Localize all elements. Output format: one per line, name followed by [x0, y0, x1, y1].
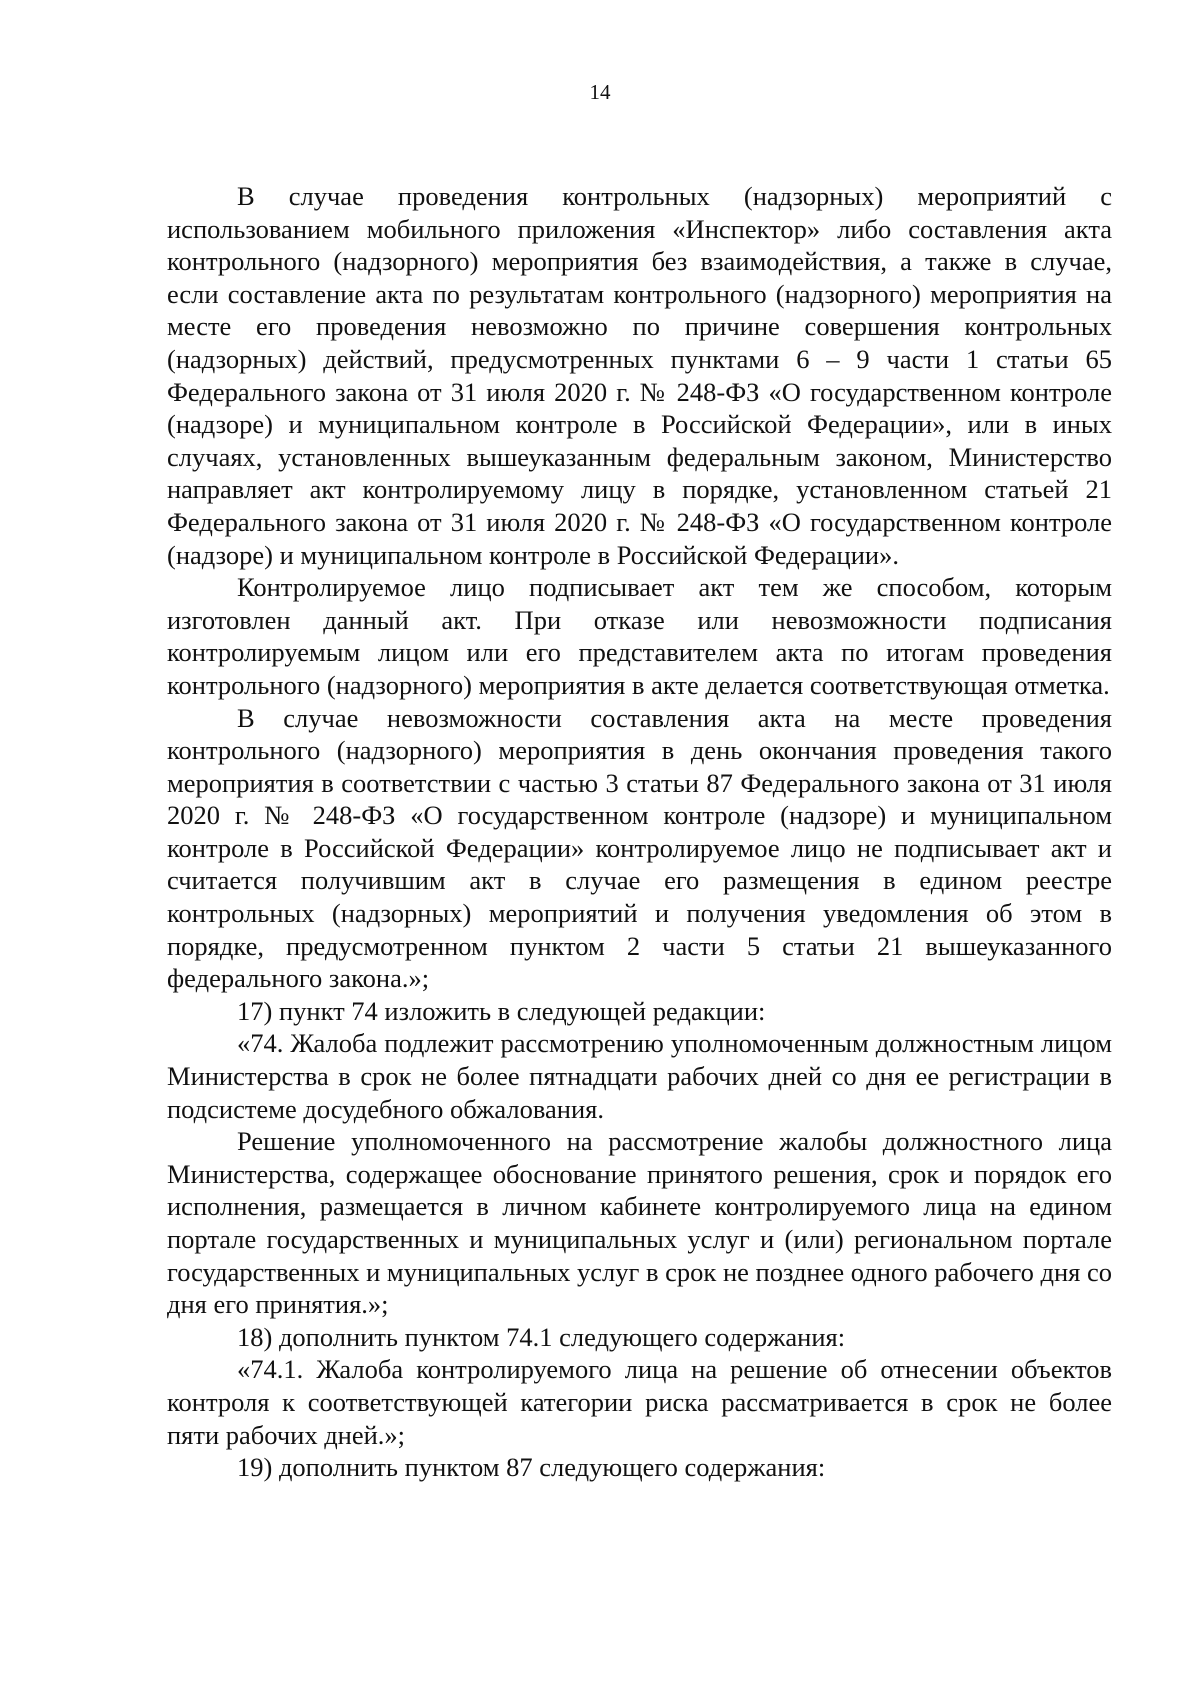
paragraph-point-74-1: «74.1. Жалоба контролируемого лица на решение об отнесении объектов контроля к соответствующей категории риска рассматривается в срок не более пяти рабочих дней.»;	[167, 1354, 1112, 1450]
paragraph-signing-act: Контролируемое лицо подписывает акт тем же способом, которым изготовлен данный акт. При отказе или невозможности подписания контролируемым лицом или его представителем акта по итогам проведения контрольного (надзорного) мероприятия в акте делается соответствующая отметка.	[167, 572, 1112, 700]
paragraph-item-17: 17) пункт 74 изложить в следующей редакции:	[237, 995, 766, 1026]
document-body	[167, 180, 1112, 1484]
paragraph-item-19: 19) дополнить пунктом 87 следующего содержания:	[237, 1452, 826, 1483]
page-number: 14	[589, 80, 611, 104]
paragraph-impossibility-act: В случае невозможности составления акта на месте проведения контрольного (надзорного) мероприятия в день окончания проведения такого мероприятия в соответствии с частью 3 статьи 87 Федерального закона от 31 июля 2020 г. № 248-ФЗ «О государственном контроле (надзоре) и муниципальном контроле в Российской Федерации» контролируемое лицо не подписывает акт и считается получившим акт в случае его размещения в едином реестре контрольных (надзорных) мероприятий и получения уведомления об этом в порядке, предусмотренном пунктом 2 части 5 статьи 21 вышеуказанного федерального закона.»;	[167, 702, 1112, 994]
paragraph-item-18: 18) дополнить пунктом 74.1 следующего содержания:	[237, 1321, 846, 1352]
paragraph-point-74: «74. Жалоба подлежит рассмотрению уполномоченным должностным лицом Министерства в срок не более пятнадцати рабочих дней со дня ее регистрации в подсистеме досудебного обжалования.	[167, 1028, 1112, 1124]
paragraph-inspector-act: В случае проведения контрольных (надзорных) мероприятий с использованием мобильного приложения «Инспектор» либо составления акта контрольного (надзорного) мероприятия без взаимодействия, а также в случае, если составление акта по результатам контрольного (надзорного) мероприятия на месте его проведения невозможно по причине совершения контрольных (надзорных) действий, предусмотренных пунктами 6 – 9 части 1 статьи 65 Федерального закона от 31 июля 2020 г. № 248-ФЗ «О государственном контроле (надзоре) и муниципальном контроле в Российской Федерации», или в иных случаях, установленных вышеуказанным федеральным законом, Министерство направляет акт контролируемому лицу в порядке, установленном статьей 21 Федерального закона от 31 июля 2020 г. № 248-ФЗ «О государственном контроле (надзоре) и муниципальном контроле в Российской Федерации».	[167, 181, 1112, 570]
paragraph-decision: Решение уполномоченного на рассмотрение жалобы должностного лица Министерства, содержащее обоснование принятого решения, срок и порядок его исполнения, размещается в личном кабинете контролируемого лица на едином портале государственных и муниципальных услуг и (или) региональном портале государственных и муниципальных услуг в срок не позднее одного рабочего дня со дня его принятия.»;	[167, 1126, 1112, 1320]
